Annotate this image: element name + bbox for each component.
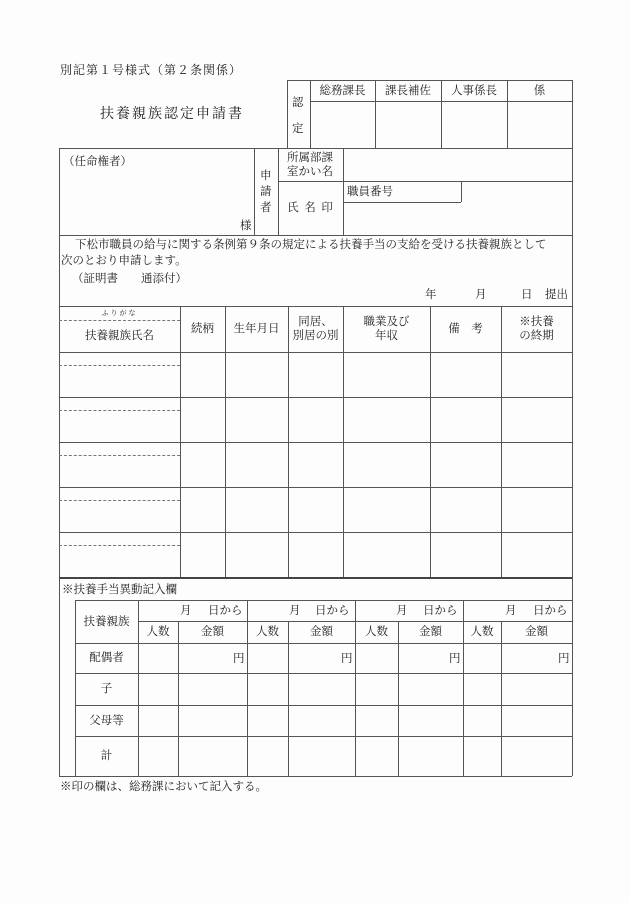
occupation-field[interactable] (344, 398, 429, 441)
date-year-label: 年 (425, 287, 437, 301)
statement-line-2: 次のとおり申請します。 (61, 253, 187, 267)
cohabit-field[interactable] (289, 353, 342, 396)
submitted-label: 提出 (545, 287, 568, 301)
count-header: 人数 (470, 624, 494, 639)
occupation-field[interactable] (344, 533, 429, 576)
end-field[interactable] (502, 488, 571, 531)
date-day-label: 日 (521, 287, 533, 301)
occupation-field[interactable] (344, 488, 429, 531)
family-name-field[interactable] (60, 411, 179, 441)
count-header: 人数 (365, 624, 388, 639)
allowance-family-label: 扶養親族 (83, 613, 130, 628)
department-label: 所属部課 (287, 150, 333, 164)
yen-unit: 円 (558, 651, 570, 665)
header-birthdate: 生年月日 (233, 321, 280, 336)
relation-field[interactable] (181, 353, 224, 396)
header-occupation-income (343, 306, 430, 352)
date-month-label: 月 (475, 287, 487, 301)
page-title: 扶養親族認定申請書 (100, 106, 244, 122)
furigana-field[interactable] (60, 398, 179, 410)
name-seal-label: 氏 名 印 (287, 200, 334, 215)
allowance-row-total: 計 (100, 748, 113, 763)
appointer-field[interactable] (62, 170, 232, 215)
allowance-section-title: ※扶養手当異動記入欄 (62, 582, 177, 596)
period-from-label: 日から (423, 603, 458, 617)
end-field[interactable] (502, 398, 571, 441)
furigana-field[interactable] (60, 533, 179, 545)
amount-header: 金額 (201, 624, 224, 639)
family-name-field[interactable] (60, 366, 179, 396)
period-month-label: 月 (505, 603, 517, 617)
yen-unit: 円 (341, 651, 353, 665)
header-end-line2: の終期 (519, 328, 554, 342)
approval-col-general-affairs-chief: 総務課長 (319, 82, 366, 97)
header-occupation-line2: 年収 (375, 328, 398, 342)
remarks-field[interactable] (431, 488, 500, 531)
approval-label-top: 認 (292, 95, 304, 109)
statement-line-1: 下松市職員の給与に関する条例第９条の規定による扶養手当の支給を受ける扶養親族として (75, 237, 547, 251)
header-name: 扶養親族氏名 (85, 328, 154, 343)
approval-col-assistant-chief: 課長補佐 (385, 82, 431, 97)
birthdate-field[interactable] (226, 488, 287, 531)
amount-header: 金額 (310, 624, 333, 639)
relation-field[interactable] (181, 533, 224, 576)
approval-label-bottom: 定 (292, 121, 304, 135)
family-name-field[interactable] (60, 546, 179, 576)
furigana-field[interactable] (60, 488, 179, 500)
department-label: 室かい名 (287, 164, 333, 178)
allowance-row-child: 子 (100, 681, 113, 696)
remarks-field[interactable] (431, 398, 500, 441)
occupation-field[interactable] (344, 353, 429, 396)
header-end-line1: ※扶養 (519, 314, 554, 329)
furigana-field[interactable] (60, 353, 179, 365)
cohabit-field[interactable] (289, 443, 342, 486)
period-from-label: 日から (315, 603, 350, 617)
family-name-field[interactable] (60, 456, 179, 486)
period-month-label: 月 (289, 603, 301, 617)
end-field[interactable] (502, 353, 571, 396)
count-header: 人数 (256, 624, 279, 639)
applicant-name-field[interactable] (345, 204, 570, 233)
applicant-label-char: 者 (260, 200, 272, 214)
cohabit-field[interactable] (289, 488, 342, 531)
birthdate-field[interactable] (226, 398, 287, 441)
approval-col-staff: 係 (533, 82, 546, 97)
employee-number-label: 職員番号 (347, 184, 393, 198)
header-dependency-end (501, 306, 572, 352)
approval-stamp-cell[interactable] (311, 102, 374, 147)
cohabit-field[interactable] (289, 398, 342, 441)
applicant-label-char: 申 (260, 168, 272, 182)
allowance-row-spouse: 配偶者 (89, 650, 124, 665)
end-field[interactable] (502, 533, 571, 576)
end-field[interactable] (502, 443, 571, 486)
furigana-header: ふりがな (101, 308, 138, 317)
period-from-label: 日から (208, 603, 243, 617)
allowance-row-parents: 父母等 (89, 712, 124, 727)
birthdate-field[interactable] (226, 533, 287, 576)
header-remarks: 備 考 (448, 321, 483, 336)
header-cohabitation-line1: 同居、 (298, 314, 333, 329)
relation-field[interactable] (181, 443, 224, 486)
appointer-honorific: 様 (240, 218, 252, 232)
footnote: ※印の欄は、総務課において記入する。 (60, 779, 267, 793)
header-relation: 続柄 (191, 321, 214, 336)
period-month-label: 月 (396, 603, 408, 617)
appointer-label: （任命権者） (63, 154, 132, 168)
department-field[interactable] (345, 150, 570, 179)
form-label: 別記第１号様式（第２条関係） (60, 63, 243, 77)
amount-header: 金額 (525, 624, 548, 639)
relation-field[interactable] (181, 488, 224, 531)
header-occupation-line1: 職業及び (363, 314, 410, 329)
birthdate-field[interactable] (226, 353, 287, 396)
approval-stamp-cell[interactable] (508, 102, 571, 147)
applicant-label-char: 請 (260, 184, 272, 198)
certificate-attachment: （証明書 通添付） (72, 271, 187, 285)
family-name-field[interactable] (60, 501, 179, 531)
approval-stamp-cell[interactable] (442, 102, 506, 147)
cohabit-field[interactable] (289, 533, 342, 576)
birthdate-field[interactable] (226, 443, 287, 486)
yen-unit: 円 (449, 651, 461, 665)
yen-unit: 円 (233, 651, 245, 665)
remarks-field[interactable] (431, 353, 500, 396)
period-from-label: 日から (533, 603, 568, 617)
period-month-label: 月 (180, 603, 192, 617)
occupation-field[interactable] (344, 443, 429, 486)
count-header: 人数 (146, 624, 170, 639)
furigana-field[interactable] (60, 443, 179, 455)
remarks-field[interactable] (431, 443, 500, 486)
header-cohabitation (288, 306, 343, 352)
header-cohabitation-line2: 別居の別 (292, 328, 339, 342)
remarks-field[interactable] (431, 533, 500, 576)
employee-number-field[interactable] (462, 182, 570, 201)
approval-stamp-cell[interactable] (376, 102, 440, 147)
relation-field[interactable] (181, 398, 224, 441)
approval-col-personnel-chief: 人事係長 (451, 82, 497, 97)
amount-header: 金額 (419, 624, 442, 639)
